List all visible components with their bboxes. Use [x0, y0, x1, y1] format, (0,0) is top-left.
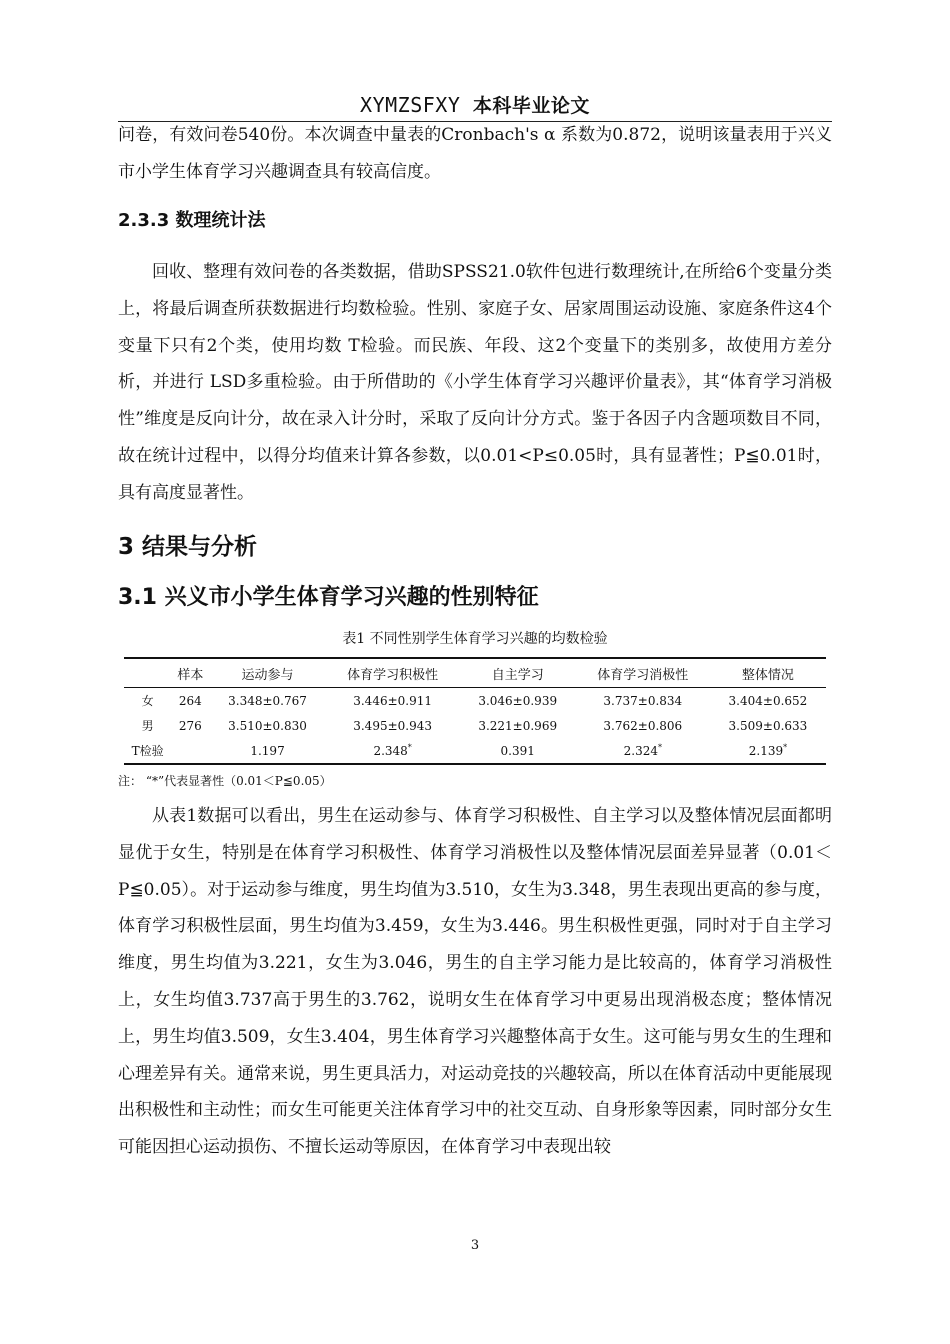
section-3-title: 3 结果与分析 — [118, 534, 258, 560]
table-cell: 男 — [141, 719, 154, 733]
table-header-cell: 体育学习消极性 — [597, 667, 689, 683]
table-cell — [326, 738, 460, 764]
table-cell — [576, 738, 710, 764]
table-cell: 女 — [141, 694, 154, 708]
significance-mark: * — [783, 743, 788, 752]
table-header-row — [124, 658, 826, 688]
cell-value: 2.324 — [623, 744, 658, 758]
table-row — [124, 713, 826, 738]
table-row — [124, 738, 826, 764]
table-cell: 3.221±0.969 — [478, 718, 558, 733]
gender-mean-test-table — [124, 657, 826, 765]
table-cell: 264 — [178, 693, 202, 708]
header-prefix: XYMZSFXY — [360, 93, 461, 117]
table-cell: 3.046±0.939 — [478, 693, 558, 708]
section-2-3-3-body: 回收、整理有效问卷的各类数据，借助SPSS21.0软件包进行数理统计,在所给6个变量分类上，将最后调查所获数据进行均数检验。性别、家庭子女、居家周围运动设施、家庭条件这4个变量下只有2个类，使用均数 T检验。而民族、年段、这2个变量下的类别多，故使用方差分析，并进行 LSD多重检验。由于所借助的《小学生体育学习兴趣评价量表》，其“体育学习消极性”维度是反向计分，故在录入计分时，采取了反向计分方式。鉴于各因子内含题项数目不同，故在统计过程中，以得分均值来计算各参数，以0.01<P≤0.05时，具有显著性；P≦0.01时，具有高度显著性。 — [118, 262, 832, 503]
section-2-3-3-title: 2.3.3 数理统计法 — [118, 210, 266, 231]
table-cell: 0.391 — [500, 743, 535, 758]
table-header-cell: 整体情况 — [741, 667, 794, 683]
table-cell: 3.509±0.633 — [728, 718, 808, 733]
section-3-1-title: 3.1 兴义市小学生体育学习兴趣的性别特征 — [118, 585, 539, 610]
table-cell: 3.737±0.834 — [603, 693, 683, 708]
table-header-cell — [124, 658, 171, 688]
table-header-cell: 运动参与 — [241, 667, 294, 683]
table-header-cell: 样本 — [177, 667, 204, 683]
table-cell: 1.197 — [250, 743, 285, 758]
significance-mark: * — [657, 743, 662, 752]
table-caption: 表1 不同性别学生体育学习兴趣的均数检验 — [342, 631, 608, 647]
cell-value: 2.139 — [748, 744, 784, 758]
table-cell: 276 — [178, 718, 202, 733]
intro-paragraph: 问卷，有效问卷540份。本次调查中量表的Cronbach's α 系数为0.872，说明该量表用于兴义市小学生体育学习兴趣调查具有较高信度。 — [118, 125, 832, 182]
analysis-paragraph: 从表1数据可以看出，男生在运动参与、体育学习积极性、自主学习以及整体情况层面都明显优于女生，特别是在体育学习积极性、体育学习消极性以及整体情况层面差异显著（0.01＜P≦0.05）。对于运动参与维度，男生均值为3.510，女生为3.348，男生表现出更高的参与度，体育学习积极性层面，男生均值为3.459，女生为3.446。男生积极性更强，同时对于自主学习维度，男生均值为3.221，女生为3.046，男生的自主学习能力是比较高的，体育学习消极性上，女生均值3.737高于男生的3.762，说明女生在体育学习中更易出现消极态度；整体情况上，男生均值3.509，女生3.404，男生体育学习兴趣整体高于女生。这可能与男女生的生理和心理差异有关。通常来说，男生更具活力，对运动竞技的兴趣较高，所以在体育活动中更能展现出积极性和主动性；而女生可能更关注体育学习中的社交互动、自身形象等因素，同时部分女生可能因担心运动损伤、不擅长运动等原因，在体育学习中表现出较 — [118, 806, 832, 1158]
table-cell: 3.510±0.830 — [228, 718, 307, 733]
significance-mark: * — [407, 743, 412, 752]
table-cell: 3.446±0.911 — [353, 693, 432, 708]
page-number: 3 — [470, 1238, 480, 1253]
header-title: 本科毕业论文 — [472, 95, 590, 117]
cell-value: 2.348 — [373, 744, 408, 758]
table-header-cell: 体育学习积极性 — [347, 667, 439, 683]
table-note: 注： “*”代表显著性（0.01＜P≦0.05） — [118, 774, 332, 788]
table-cell — [710, 738, 826, 764]
table-header-cell: 自主学习 — [491, 667, 544, 683]
table-cell — [171, 738, 209, 764]
table-cell: T检验 — [131, 744, 164, 758]
table-row — [124, 688, 826, 714]
table-cell: 3.348±0.767 — [228, 693, 307, 708]
table-cell: 3.762±0.806 — [603, 718, 683, 733]
table-cell: 3.495±0.943 — [353, 718, 432, 733]
table-cell: 3.404±0.652 — [728, 693, 808, 708]
